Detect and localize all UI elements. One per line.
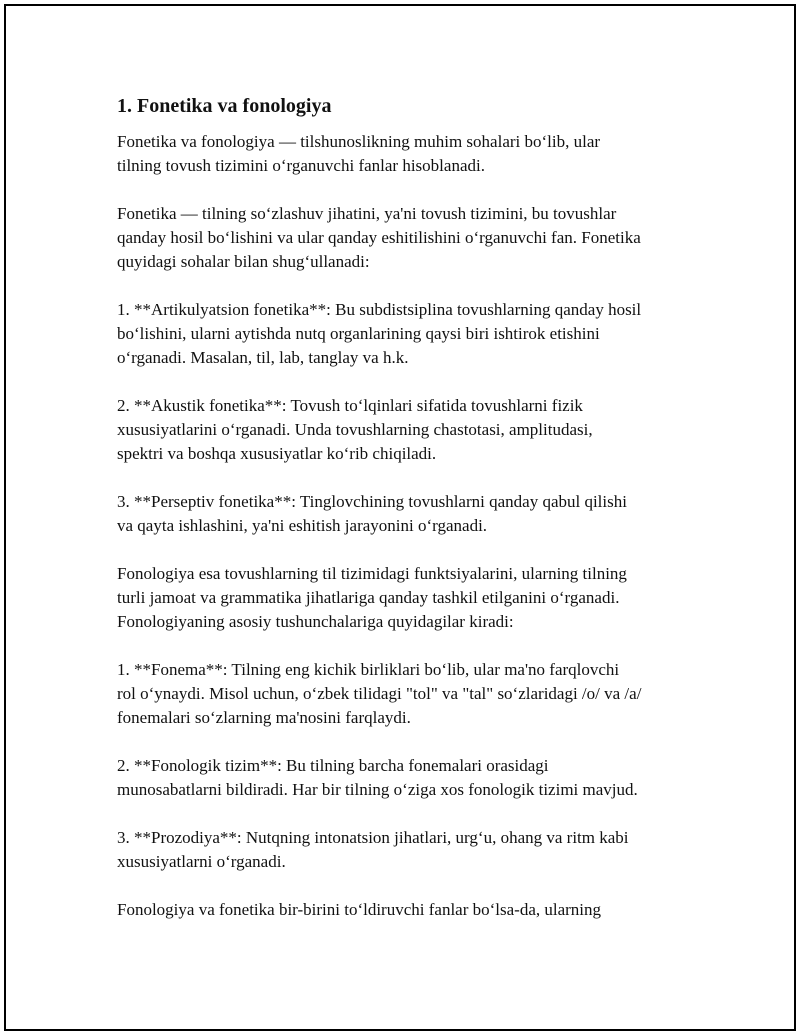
list-item-perseptiv: 3. **Perseptiv fonetika**: Tinglovchining tovushlarni qanday qabul qilishi va qayta ishlashini, ya'ni eshitish jarayonini o‘rganadi.: [117, 492, 627, 535]
list-item-fonologik-tizim: 2. **Fonologik tizim**: Bu tilning barcha fonemalari orasidagi munosabatlarni bildiradi. Har bir tilning o‘ziga xos fonologik tizimi mavjud.: [117, 756, 638, 799]
paragraph-conclusion: Fonologiya va fonetika bir-birini to‘ldiruvchi fanlar bo‘lsa-da, ularning: [117, 900, 602, 919]
list-item-akustik: 2. **Akustik fonetika**: Tovush to‘lqinlari sifatida tovushlarni fizik xususiyatlarini o‘rganadi. Unda tovushlarning chastotasi, amplitudasi, spektri va boshqa xususiyatlar ko‘rib chiqiladi.: [117, 396, 593, 463]
paragraph-fonologiya-definition: Fonologiya esa tovushlarning til tizimidagi funktsiyalarini, ularning tilning turli jamoat va grammatika jihatlariga qanday tashkil etilganini o‘rganadi. Fonologiyaning asosiy tushunchalariga quyidagilar kiradi:: [117, 564, 627, 631]
list-item-prozodiya: 3. **Prozodiya**: Nutqning intonatsion jihatlari, urg‘u, ohang va ritm kabi xususiyatlarni o‘rganadi.: [117, 828, 629, 871]
list-item-artikulyatsion: 1. **Artikulyatsion fonetika**: Bu subdistsiplina tovushlarning qanday hosil bo‘lishini, ularni aytishda nutq organlarining qaysi biri ishtirok etishini o‘rganadi. Masalan, til, lab, tanglay va h.k.: [117, 300, 642, 367]
paragraph-intro: Fonetika va fonologiya — tilshunoslikning muhim sohalari bo‘lib, ular tilning tovush tizimini o‘rganuvchi fanlar hisoblanadi.: [117, 132, 601, 175]
document-body: [117, 92, 717, 946]
paragraph-fonetika-definition: Fonetika — tilning so‘zlashuv jihatini, ya'ni tovush tizimini, bu tovushlar qanday hosil bo‘lishini va ular qanday eshitilishini o‘rganuvchi fan. Fonetika quyidagi sohalar bilan shug‘ullanadi:: [117, 204, 641, 271]
list-item-fonema: 1. **Fonema**: Tilning eng kichik birliklari bo‘lib, ular ma'no farqlovchi rol o‘ynaydi. Misol uchun, o‘zbek tilidagi "tol" va "tal" so‘zlaridagi /o/ va /a/ fonemalari so‘zlarning ma'nosini farqlaydi.: [117, 660, 642, 727]
section-heading: 1. Fonetika va fonologiya: [117, 95, 332, 117]
